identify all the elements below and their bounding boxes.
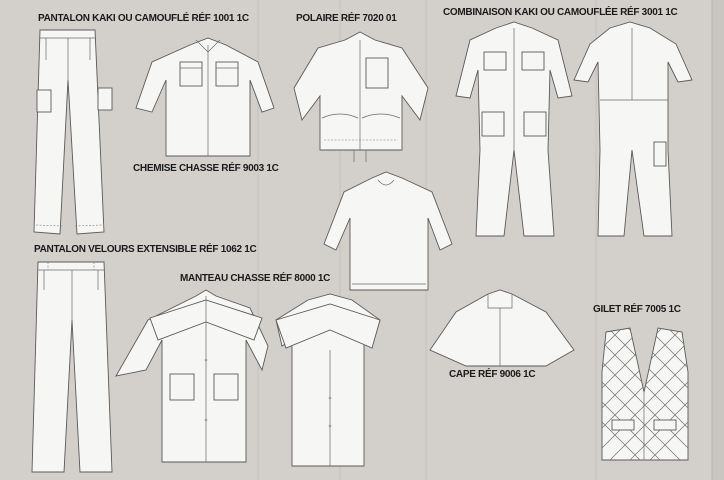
label-pantalon-velours: PANTALON VELOURS EXTENSIBLE RÉF 1062 1C xyxy=(34,244,257,255)
combinaison-back-illustration xyxy=(574,22,692,236)
label-cape: CAPE RÉF 9006 1C xyxy=(449,369,536,380)
label-chemise: CHEMISE CHASSE RÉF 9003 1C xyxy=(133,163,279,174)
combinaison-front-illustration xyxy=(456,22,572,236)
label-manteau: MANTEAU CHASSE RÉF 8000 1C xyxy=(180,273,331,284)
polaire-illustration xyxy=(294,32,428,162)
label-pantalon-kaki: PANTALON KAKI OU CAMOUFLÉ RÉF 1001 1C xyxy=(38,13,249,24)
pantalon-kaki-illustration xyxy=(34,30,112,234)
cape-illustration xyxy=(430,290,574,366)
label-gilet: GILET RÉF 7005 1C xyxy=(593,304,681,315)
chemise-chasse-illustration xyxy=(136,38,274,156)
manteau-front-illustration xyxy=(116,290,268,462)
pantalon-velours-illustration xyxy=(32,262,112,472)
label-combinaison: COMBINAISON KAKI OU CAMOUFLÉE RÉF 3001 1C xyxy=(443,7,678,18)
pull-illustration xyxy=(324,172,452,290)
manteau-back-illustration xyxy=(276,294,380,466)
label-polaire: POLAIRE RÉF 7020 01 xyxy=(296,13,397,24)
